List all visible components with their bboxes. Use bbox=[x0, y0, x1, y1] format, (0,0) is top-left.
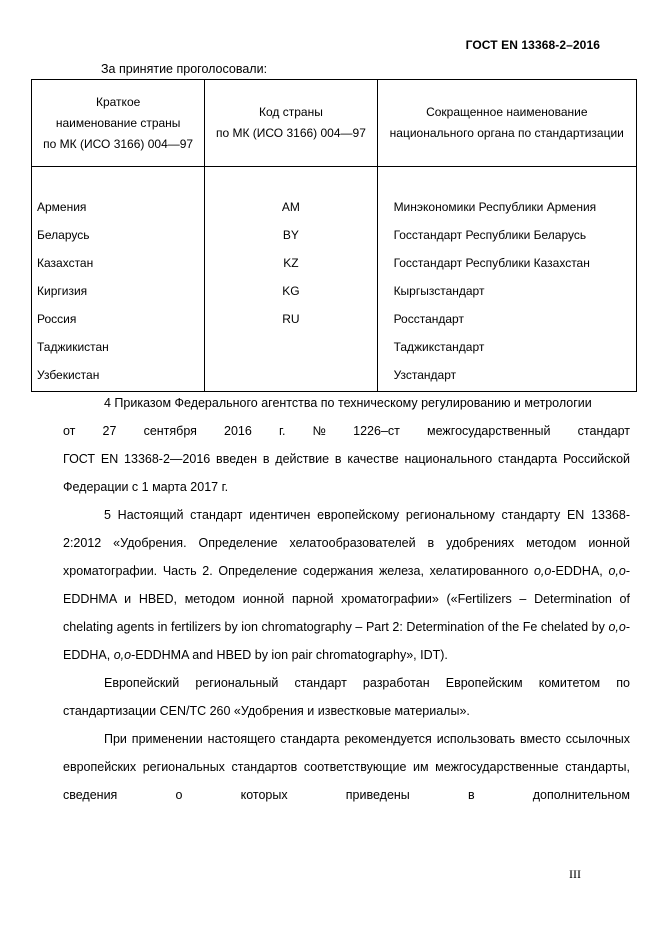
header-body-line: национального органа по стандартизации bbox=[389, 126, 624, 140]
code-cell: KG bbox=[205, 277, 377, 305]
page-number: III bbox=[569, 867, 581, 881]
code-cell: BY bbox=[205, 221, 377, 249]
standards-body-cell: Минэкономики Республики Армения bbox=[377, 167, 636, 222]
standards-body-cell: Узстандарт bbox=[377, 361, 636, 392]
word: г. bbox=[278, 424, 286, 438]
country-cell: Казахстан bbox=[32, 249, 205, 277]
word: межгосударственный bbox=[427, 424, 551, 438]
code-cell bbox=[205, 333, 377, 361]
paragraph-6: Европейский региональный стандарт разработан Европейским комитетом по стандартизации CEN/TC 260 «Удобрения и известковые материалы». bbox=[63, 676, 630, 718]
table-row bbox=[32, 361, 637, 392]
word: 1226–ст bbox=[353, 424, 400, 438]
paragraph-5-text: -EDDHMA and HBED by ion pair chromatography», IDT). bbox=[131, 648, 448, 662]
header-body bbox=[377, 80, 636, 167]
isomer-label: o,o bbox=[608, 564, 626, 578]
paragraph-4-line1: 4 Приказом Федерального агентства по техническому регулированию и метрологии bbox=[104, 396, 592, 410]
word: от bbox=[63, 424, 76, 438]
paragraph-4-rest: ГОСТ EN 13368-2—2016 введен в действие в качестве национального стандарта Российской Федерации с 1 марта 2017 г. bbox=[63, 452, 630, 494]
header-country bbox=[32, 80, 205, 167]
code-cell: KZ bbox=[205, 249, 377, 277]
votes-table bbox=[31, 79, 637, 392]
isomer-label: o,o bbox=[608, 620, 626, 634]
paragraph-4-line2 bbox=[63, 417, 630, 445]
table-row bbox=[32, 221, 637, 249]
document-body bbox=[63, 389, 630, 809]
standards-body-cell: Таджикстандарт bbox=[377, 333, 636, 361]
standards-body-cell: Госстандарт Республики Беларусь bbox=[377, 221, 636, 249]
country-cell: Киргизия bbox=[32, 277, 205, 305]
paragraph-5-text: -EDDHA, bbox=[551, 564, 609, 578]
code-cell: AM bbox=[205, 167, 377, 222]
header-code bbox=[205, 80, 377, 167]
country-cell: Таджикистан bbox=[32, 333, 205, 361]
header-country-line: по МК (ИСО 3166) 004—97 bbox=[43, 136, 194, 151]
header-country-line: наименование страны bbox=[55, 115, 181, 130]
paragraph-7: При применении настоящего стандарта рекомендуется использовать вместо ссылочных европейских региональных стандартов соответствующие им межгосударственные стандарты, сведения о которых приведены в дополнительном bbox=[63, 732, 630, 802]
header-country-line: Краткое bbox=[95, 94, 141, 109]
word: 2016 bbox=[224, 424, 252, 438]
isomer-label: o,o bbox=[533, 564, 552, 578]
paragraph-5-text: - EDDHA, bbox=[63, 620, 630, 662]
code-cell: RU bbox=[205, 305, 377, 333]
paragraph-5-text: 5 Настоящий стандарт идентичен европейскому региональному стандарту EN 13368-2:2012 «Удобрения. Определение хелатообразователей в удобрениях методом ионной хроматографии. Часть 2. Определение содержания железа, хелатированного bbox=[63, 508, 630, 578]
table-row bbox=[32, 333, 637, 361]
paragraph-5-text: -EDDHMA и HBED, методом ионной парной хроматографии» («Fertilizers – Determination of chelating agents in fertilizers by ion chromatography – Part 2: Determination of the Fe chelated by bbox=[63, 564, 630, 634]
table-row bbox=[32, 305, 637, 333]
country-cell: Россия bbox=[32, 305, 205, 333]
word: сентября bbox=[143, 424, 197, 438]
paragraph-5 bbox=[63, 501, 630, 669]
table-row bbox=[32, 167, 637, 222]
standards-body-cell: Кыргызстандарт bbox=[377, 277, 636, 305]
country-cell: Узбекистан bbox=[32, 361, 205, 392]
standards-body-cell: Госстандарт Республики Казахстан bbox=[377, 249, 636, 277]
votes-intro: За принятие проголосовали: bbox=[101, 62, 268, 76]
standards-body-cell: Росстандарт bbox=[377, 305, 636, 333]
word: № bbox=[312, 424, 327, 438]
code-cell bbox=[205, 361, 377, 392]
word: стандарт bbox=[577, 424, 630, 438]
country-cell: Армения bbox=[32, 167, 205, 222]
document-standard-code: ГОСТ EN 13368-2–2016 bbox=[465, 38, 600, 52]
isomer-label: o,o bbox=[113, 648, 132, 662]
country-cell: Беларусь bbox=[32, 221, 205, 249]
header-code-line: по МК (ИСО 3166) 004—97 bbox=[215, 126, 366, 140]
table-row bbox=[32, 277, 637, 305]
header-code-line: Код страны bbox=[259, 105, 323, 119]
table-row bbox=[32, 249, 637, 277]
header-body-line: Сокращенное наименование bbox=[426, 105, 588, 119]
table-header-row bbox=[32, 80, 637, 167]
word: 27 bbox=[102, 424, 117, 438]
